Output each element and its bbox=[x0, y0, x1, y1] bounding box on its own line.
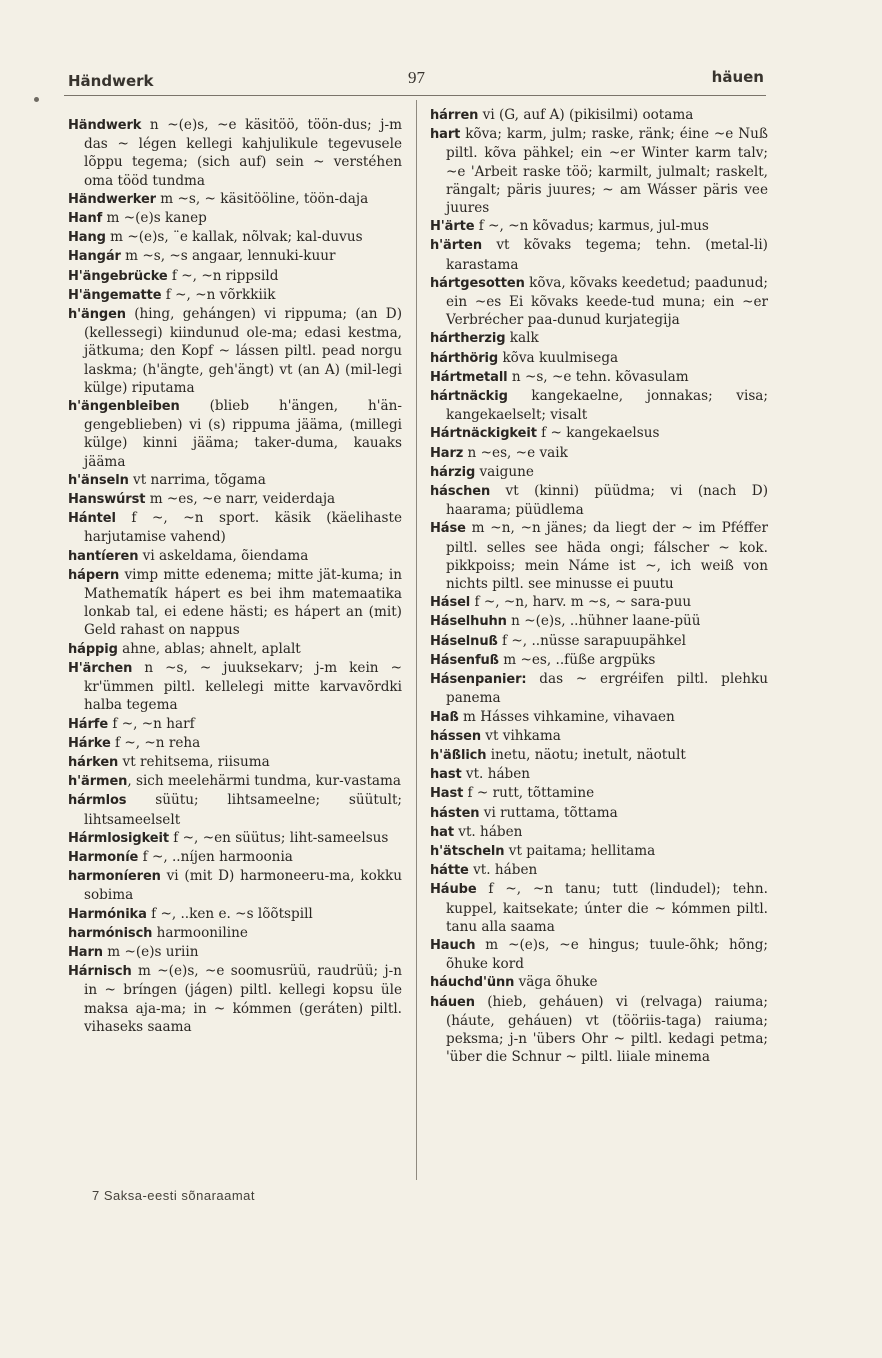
headword: H'ängebrücke bbox=[68, 268, 168, 284]
dictionary-entry bbox=[68, 829, 402, 848]
definition: vt paitama; hellitama bbox=[504, 842, 656, 859]
headword: Händwerker bbox=[68, 191, 156, 207]
definition: süütu; lihtsameelne; süütult; lihtsameelselt bbox=[84, 792, 402, 828]
headword: hast bbox=[430, 767, 462, 783]
dictionary-entry bbox=[430, 217, 768, 236]
headword: hátte bbox=[430, 863, 469, 879]
definition: vaigune bbox=[475, 463, 534, 480]
definition: m ~(e)s kanep bbox=[102, 210, 207, 227]
definition: n ~s, ~e tehn. kõvasulam bbox=[507, 368, 689, 385]
definition: kõva kuulmisega bbox=[498, 349, 619, 366]
dictionary-entry bbox=[68, 905, 402, 924]
headword: harmónisch bbox=[68, 925, 153, 941]
headword: Harn bbox=[68, 944, 103, 960]
dictionary-entry bbox=[430, 784, 768, 803]
definition: f ~, ~n kõvadus; karmus, jul-mus bbox=[474, 218, 709, 235]
dictionary-entry bbox=[430, 368, 768, 387]
dictionary-entry bbox=[68, 267, 402, 286]
dictionary-entry bbox=[68, 924, 402, 943]
dictionary-entry bbox=[430, 804, 768, 823]
dictionary-entry bbox=[68, 247, 402, 266]
headword: Háse bbox=[430, 521, 466, 537]
headword: Hauch bbox=[430, 937, 476, 953]
dictionary-entry bbox=[68, 715, 402, 734]
definition: m ~(e)s, ~e soomusrüü, raudrüü; j-n in ~ bríngen (jágen) piltl. kellegi kopsu üle maksa aja-ma; in ~ kómmen (geráten) piltl. vihaseks saama bbox=[84, 963, 402, 1035]
headword: Hármlosigkeit bbox=[68, 830, 169, 846]
dictionary-entry bbox=[68, 509, 402, 546]
headword: hat bbox=[430, 824, 454, 840]
headword: hássen bbox=[430, 728, 481, 744]
margin-dot bbox=[34, 97, 39, 102]
header-rule bbox=[64, 95, 766, 96]
definition: f ~, ..níjen harmoonia bbox=[138, 848, 293, 865]
dictionary-entry bbox=[430, 387, 768, 424]
definition: kõva; karm, julm; raske, ränk; éine ~e Nuß piltl. kõva pähkel; ein ~er Winter karm talv; ~e 'Arbeit raske töö; karmilt, julmalt; raskelt, rängalt; päris juures; ~ am Wásser päris vee juures bbox=[446, 126, 768, 217]
dictionary-entry bbox=[430, 973, 768, 992]
dictionary-entry bbox=[68, 772, 402, 791]
dictionary-entry bbox=[68, 640, 402, 659]
definition: harmooniline bbox=[152, 924, 248, 941]
definition: m ~es, ..füße argpüks bbox=[498, 651, 656, 668]
headword: Háube bbox=[430, 882, 477, 898]
dictionary-entry bbox=[68, 566, 402, 640]
headword: hásten bbox=[430, 805, 480, 821]
headword: Hárfe bbox=[68, 716, 109, 732]
definition: n ~(e)s, ~e käsitöö, töön-dus; j-m das ~ légen kellegi kahjulikule tegevusele lõppu tegema; (sich auf) sein ~ verstéhen oma tööd tundma bbox=[84, 117, 402, 189]
footer-signature: 7 Saksa-eesti sõnaraamat bbox=[92, 1188, 256, 1203]
headword: h'ärten bbox=[430, 238, 483, 254]
definition: f ~, ~n tanu; tutt (lindudel); tehn. kuppel, kaitsekate; únter die ~ kómmen piltl. tanu alla saama bbox=[446, 881, 768, 935]
definition: f ~, ~n reha bbox=[110, 734, 201, 751]
definition: vt. háben bbox=[461, 766, 531, 783]
headword: h'ängen bbox=[68, 307, 126, 323]
dictionary-entry bbox=[430, 274, 768, 330]
dictionary-entry bbox=[68, 228, 402, 247]
headword: Hárnisch bbox=[68, 964, 132, 980]
headword: H'ängematte bbox=[68, 287, 162, 303]
definition: f ~, ~n rippsild bbox=[167, 267, 279, 284]
definition: f ~, ~en süütus; liht-sameelsus bbox=[168, 829, 389, 846]
definition: vimp mitte edenema; mitte jät-kuma; in Mathematík hápert es bei ihm matemaatika lonkab tal, ei edene hästi; es hápert an (mit) Geld rahast on nappus bbox=[84, 566, 402, 639]
running-head-left: Händwerk bbox=[68, 72, 154, 90]
headword: h'ätscheln bbox=[430, 843, 505, 859]
dictionary-entry bbox=[68, 753, 402, 772]
definition: f ~, ~n võrkkiik bbox=[161, 286, 276, 303]
definition: vt. háben bbox=[468, 862, 538, 879]
headword: Hangár bbox=[68, 249, 121, 265]
definition: vi (mit D) harmoneeru-ma, kokku sobima bbox=[84, 868, 402, 904]
headword: Harz bbox=[430, 445, 464, 461]
headword: h'ängenbleiben bbox=[68, 399, 180, 415]
definition: f ~, ~n sport. käsik (käelihaste harjutamise vahend) bbox=[84, 510, 402, 546]
dictionary-entry bbox=[430, 765, 768, 784]
dictionary-entry bbox=[430, 670, 768, 707]
headword: Háselhuhn bbox=[430, 614, 507, 630]
dictionary-entry bbox=[430, 482, 768, 519]
dictionary-entry bbox=[430, 823, 768, 842]
headword: Händwerk bbox=[68, 118, 142, 133]
dictionary-entry bbox=[430, 463, 768, 482]
definition: vt vihkama bbox=[480, 727, 561, 744]
headword: háuen bbox=[430, 994, 475, 1010]
dictionary-entry bbox=[430, 444, 768, 463]
headword: Hanf bbox=[68, 211, 103, 227]
headword: Hast bbox=[430, 786, 464, 802]
running-head-right: häuen bbox=[711, 68, 764, 86]
definition: vi askeldama, õiendama bbox=[138, 547, 309, 564]
definition: m ~s, ~s angaar, lennuki-kuur bbox=[120, 248, 336, 265]
definition: n ~s, ~ juuksekarv; j-m kein ~ kr'ümmen piltl. kellelegi mitte karvavõrdki halba tegema bbox=[84, 659, 402, 714]
headword: Hántel bbox=[68, 511, 116, 527]
definition: vt. háben bbox=[453, 823, 523, 840]
headword: hápern bbox=[68, 567, 120, 583]
dictionary-entry bbox=[430, 842, 768, 861]
headword: hantíeren bbox=[68, 548, 139, 564]
page-number: 97 bbox=[408, 68, 425, 87]
dictionary-entry bbox=[68, 791, 402, 828]
dictionary-entry bbox=[68, 848, 402, 867]
headword: Hártmetall bbox=[430, 369, 508, 385]
definition: m ~(e)s, ~e hingus; tuule-õhk; hõng; õhuke kord bbox=[446, 936, 768, 973]
dictionary-entry bbox=[68, 547, 402, 566]
dictionary-entry bbox=[430, 236, 768, 273]
definition: vt (kinni) püüdma; vi (nach D) haarama; püüdlema bbox=[446, 483, 768, 519]
dictionary-entry bbox=[68, 659, 402, 715]
headword: Hásenpanier: bbox=[430, 672, 527, 688]
definition: ahne, ablas; ahnelt, aplalt bbox=[117, 640, 301, 657]
headword: hárzig bbox=[430, 464, 476, 480]
definition: m ~(e)s uriin bbox=[102, 943, 199, 960]
dictionary-entry bbox=[430, 861, 768, 880]
dictionary-entry bbox=[430, 708, 768, 727]
headword: H'ärte bbox=[430, 219, 475, 235]
headword: hártherzig bbox=[430, 331, 506, 347]
headword: Harmoníe bbox=[68, 849, 139, 865]
dictionary-entry bbox=[430, 125, 768, 217]
dictionary-entry bbox=[68, 471, 402, 490]
dictionary-entry bbox=[68, 286, 402, 305]
dictionary-entry bbox=[430, 612, 768, 631]
dictionary-entry bbox=[68, 490, 402, 509]
definition: m Hásses vihkamine, vihavaen bbox=[458, 708, 675, 725]
definition: m ~s, ~ käsitööline, töön-daja bbox=[155, 190, 369, 207]
headword: háschen bbox=[430, 484, 491, 500]
definition: f ~ rutt, tõttamine bbox=[463, 785, 595, 802]
definition: f ~, ~n, harv. m ~s, ~ sara-puu bbox=[470, 594, 692, 611]
dictionary-entry bbox=[68, 962, 402, 1036]
headword: Hásel bbox=[430, 595, 471, 611]
headword: háuchd'ünn bbox=[430, 975, 515, 991]
dictionary-entry bbox=[430, 349, 768, 368]
dictionary-entry bbox=[68, 116, 402, 190]
dictionary-entry bbox=[430, 727, 768, 746]
dictionary-entry bbox=[430, 106, 768, 125]
headword: Haß bbox=[430, 709, 459, 725]
dictionary-entry bbox=[430, 519, 768, 593]
definition: vi ruttama, tõttama bbox=[479, 804, 618, 821]
dictionary-entry bbox=[430, 936, 768, 973]
definition: vt narrima, tõgama bbox=[128, 471, 266, 488]
definition: (hieb, geháuen) vi (relvaga) raiuma; (háute, geháuen) vt (tööriis-taga) raiuma; peksma; j-n 'übers Ohr ~ piltl. kedagi petma; 'über die Schnur ~ piltl. liiale minema bbox=[446, 993, 768, 1066]
definition: f ~, ..ken e. ~s lõõtspill bbox=[146, 905, 313, 922]
headword: Hárke bbox=[68, 735, 111, 751]
headword: Háselnuß bbox=[430, 633, 498, 649]
dictionary-entry bbox=[68, 209, 402, 228]
headword: Harmónika bbox=[68, 906, 147, 922]
headword: Hang bbox=[68, 230, 106, 246]
definition: kalk bbox=[505, 330, 539, 347]
dictionary-entry bbox=[68, 190, 402, 209]
dictionary-entry bbox=[68, 734, 402, 753]
headword: hárthörig bbox=[430, 350, 499, 366]
definition: (blieb h'ängen, h'än-gengeblieben) vi (s) rippuma jääma, (millegi külge) kinni jääma; taker-duma, kauaks jääma bbox=[84, 398, 402, 470]
definition: vt rehitsema, riisuma bbox=[118, 753, 270, 770]
headword: Hásenfuß bbox=[430, 652, 499, 668]
dictionary-entry bbox=[430, 993, 768, 1067]
definition: f ~, ~n harf bbox=[108, 715, 195, 732]
headword: h'ärmen bbox=[68, 774, 128, 790]
headword: Hártnäckigkeit bbox=[430, 426, 537, 442]
headword: hárken bbox=[68, 754, 119, 770]
definition: m ~n, ~n jänes; da liegt der ~ im Pféffer piltl. selles see häda ongi; fálscher ~ kok. pikkpoiss; mein Náme ist ~, ich weiß von nichts piltl. see minusse ei puutu bbox=[446, 520, 768, 593]
headword: hárren bbox=[430, 108, 479, 123]
definition: f ~ kangekaelsus bbox=[536, 425, 660, 442]
column-divider bbox=[416, 100, 417, 1180]
definition: väga õhuke bbox=[514, 974, 598, 991]
dictionary-entry bbox=[68, 397, 402, 471]
right-column bbox=[430, 106, 768, 1066]
dictionary-entry bbox=[430, 593, 768, 612]
dictionary-entry bbox=[68, 943, 402, 962]
dictionary-entry bbox=[430, 632, 768, 651]
dictionary-entry bbox=[430, 424, 768, 443]
headword: hart bbox=[430, 127, 461, 143]
definition: vi (G, auf A) (pikisilmi) ootama bbox=[478, 107, 694, 123]
headword: Hanswúrst bbox=[68, 492, 146, 508]
definition: kõva, kõvaks keedetud; paadunud; ein ~es Ei kõvaks keede-tud muna; ein ~er Verbrécher paa-dunud kurjategija bbox=[446, 274, 768, 329]
definition: n ~(e)s, ..hühner laane-püü bbox=[506, 613, 701, 630]
definition: vt kõvaks tegema; tehn. (metal-li) karastama bbox=[446, 237, 768, 273]
definition: f ~, ..nüsse sarapuupähkel bbox=[497, 632, 686, 649]
left-column bbox=[68, 116, 402, 1036]
headword: H'ärchen bbox=[68, 660, 133, 676]
definition: kangekaelne, jonnakas; visa; kangekaelselt; visalt bbox=[446, 388, 768, 424]
headword: hármlos bbox=[68, 793, 127, 809]
definition: (hing, gehángen) vi rippuma; (an D) (kellessegi) kiindunud ole-ma; edasi kestma, jätkuma; den Kopf ~ lássen piltl. pead norgu laskma; (h'ängte, geh'ängt) vt (an A) (mil-legi külge) riputama bbox=[84, 306, 402, 396]
dictionary-entry bbox=[430, 329, 768, 348]
headword: háppig bbox=[68, 641, 118, 657]
definition: das ~ ergréifen piltl. plehku panema bbox=[446, 671, 768, 707]
headword: hártnäckig bbox=[430, 389, 508, 405]
headword: h'äßlich bbox=[430, 747, 487, 763]
dictionary-entry bbox=[68, 867, 402, 904]
headword: h'änseln bbox=[68, 472, 129, 488]
definition: , sich meelehärmi tundma, kur-vastama bbox=[127, 773, 402, 790]
headword: hártgesotten bbox=[430, 275, 525, 291]
definition: m ~es, ~e narr, veiderdaja bbox=[145, 491, 336, 508]
definition: n ~es, ~e vaik bbox=[463, 444, 568, 461]
definition: inetu, näotu; inetult, näotult bbox=[486, 746, 686, 763]
definition: m ~(e)s, ¨e kallak, nõlvak; kal-duvus bbox=[105, 229, 363, 246]
dictionary-entry bbox=[68, 305, 402, 397]
dictionary-entry bbox=[430, 651, 768, 670]
dictionary-entry bbox=[430, 880, 768, 936]
dictionary-entry bbox=[430, 746, 768, 765]
headword: harmoníeren bbox=[68, 869, 161, 885]
